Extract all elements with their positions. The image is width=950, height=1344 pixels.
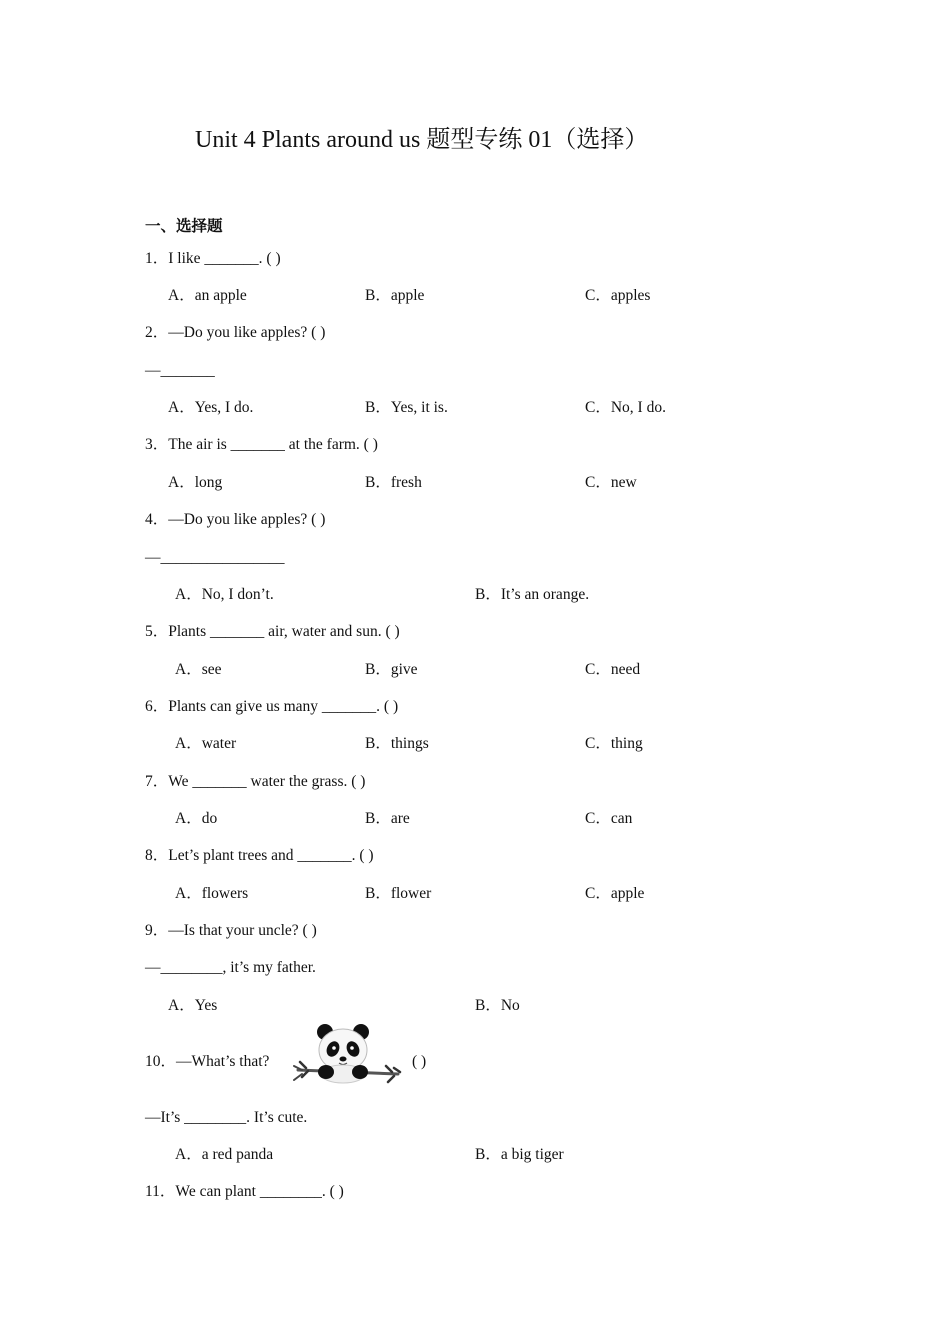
answer-line: —________________ bbox=[145, 549, 285, 566]
option-c[interactable]: C．No, I do. bbox=[585, 399, 666, 416]
option-b[interactable]: B．give bbox=[365, 661, 418, 678]
option-a[interactable]: A．see bbox=[175, 661, 222, 678]
option-b[interactable]: B．a big tiger bbox=[475, 1146, 564, 1163]
option-b[interactable]: B．It’s an orange. bbox=[475, 586, 590, 603]
panda-image bbox=[290, 1022, 402, 1090]
option-c[interactable]: C．can bbox=[585, 810, 633, 827]
option-c[interactable]: C．thing bbox=[585, 735, 643, 752]
option-c[interactable]: C．new bbox=[585, 474, 637, 491]
answer-line: —_______ bbox=[145, 362, 215, 379]
option-b[interactable]: B．flower bbox=[365, 885, 432, 902]
option-a[interactable]: A．long bbox=[168, 474, 223, 491]
option-a[interactable]: A．No, I don’t. bbox=[175, 586, 274, 603]
option-c[interactable]: C．apple bbox=[585, 885, 645, 902]
option-b[interactable]: B．things bbox=[365, 735, 429, 752]
option-a[interactable]: A．Yes bbox=[168, 997, 218, 1014]
option-c[interactable]: C．need bbox=[585, 661, 641, 678]
question-stem: 7．We _______ water the grass. ( ) bbox=[145, 773, 366, 790]
option-b[interactable]: B．No bbox=[475, 997, 520, 1014]
question-stem: 9．—Is that your uncle? ( ) bbox=[145, 922, 317, 939]
answer-line: —________, it’s my father. bbox=[145, 959, 316, 976]
option-b[interactable]: B．fresh bbox=[365, 474, 422, 491]
question-stem: 1．I like _______. ( ) bbox=[145, 250, 281, 267]
question-stem: 3．The air is _______ at the farm. ( ) bbox=[145, 436, 378, 453]
option-a[interactable]: A．flowers bbox=[175, 885, 249, 902]
option-c[interactable]: C．apples bbox=[585, 287, 651, 304]
option-b[interactable]: B．Yes, it is. bbox=[365, 399, 448, 416]
question-stem: 10．—What’s that? bbox=[145, 1053, 270, 1070]
answer-line: —It’s ________. It’s cute. bbox=[145, 1109, 308, 1126]
section-heading: 一、选择题 bbox=[145, 218, 223, 235]
question-stem: 8．Let’s plant trees and _______. ( ) bbox=[145, 847, 374, 864]
page-title: Unit 4 Plants around us 题型专练 01（选择） bbox=[195, 127, 649, 153]
option-a[interactable]: A．an apple bbox=[168, 287, 247, 304]
question-stem: 2．—Do you like apples? ( ) bbox=[145, 324, 326, 341]
option-a[interactable]: A．water bbox=[175, 735, 237, 752]
question-stem: 4．—Do you like apples? ( ) bbox=[145, 511, 326, 528]
option-b[interactable]: B．are bbox=[365, 810, 410, 827]
question-stem: 11．We can plant ________. ( ) bbox=[145, 1183, 344, 1200]
option-b[interactable]: B．apple bbox=[365, 287, 425, 304]
option-a[interactable]: A．Yes, I do. bbox=[168, 399, 254, 416]
question-stem: 5．Plants _______ air, water and sun. ( ) bbox=[145, 623, 400, 640]
option-a[interactable]: A．do bbox=[175, 810, 218, 827]
question-stem: 6．Plants can give us many _______. ( ) bbox=[145, 698, 399, 715]
answer-bracket: ( ) bbox=[412, 1053, 427, 1070]
option-a[interactable]: A．a red panda bbox=[175, 1146, 274, 1163]
